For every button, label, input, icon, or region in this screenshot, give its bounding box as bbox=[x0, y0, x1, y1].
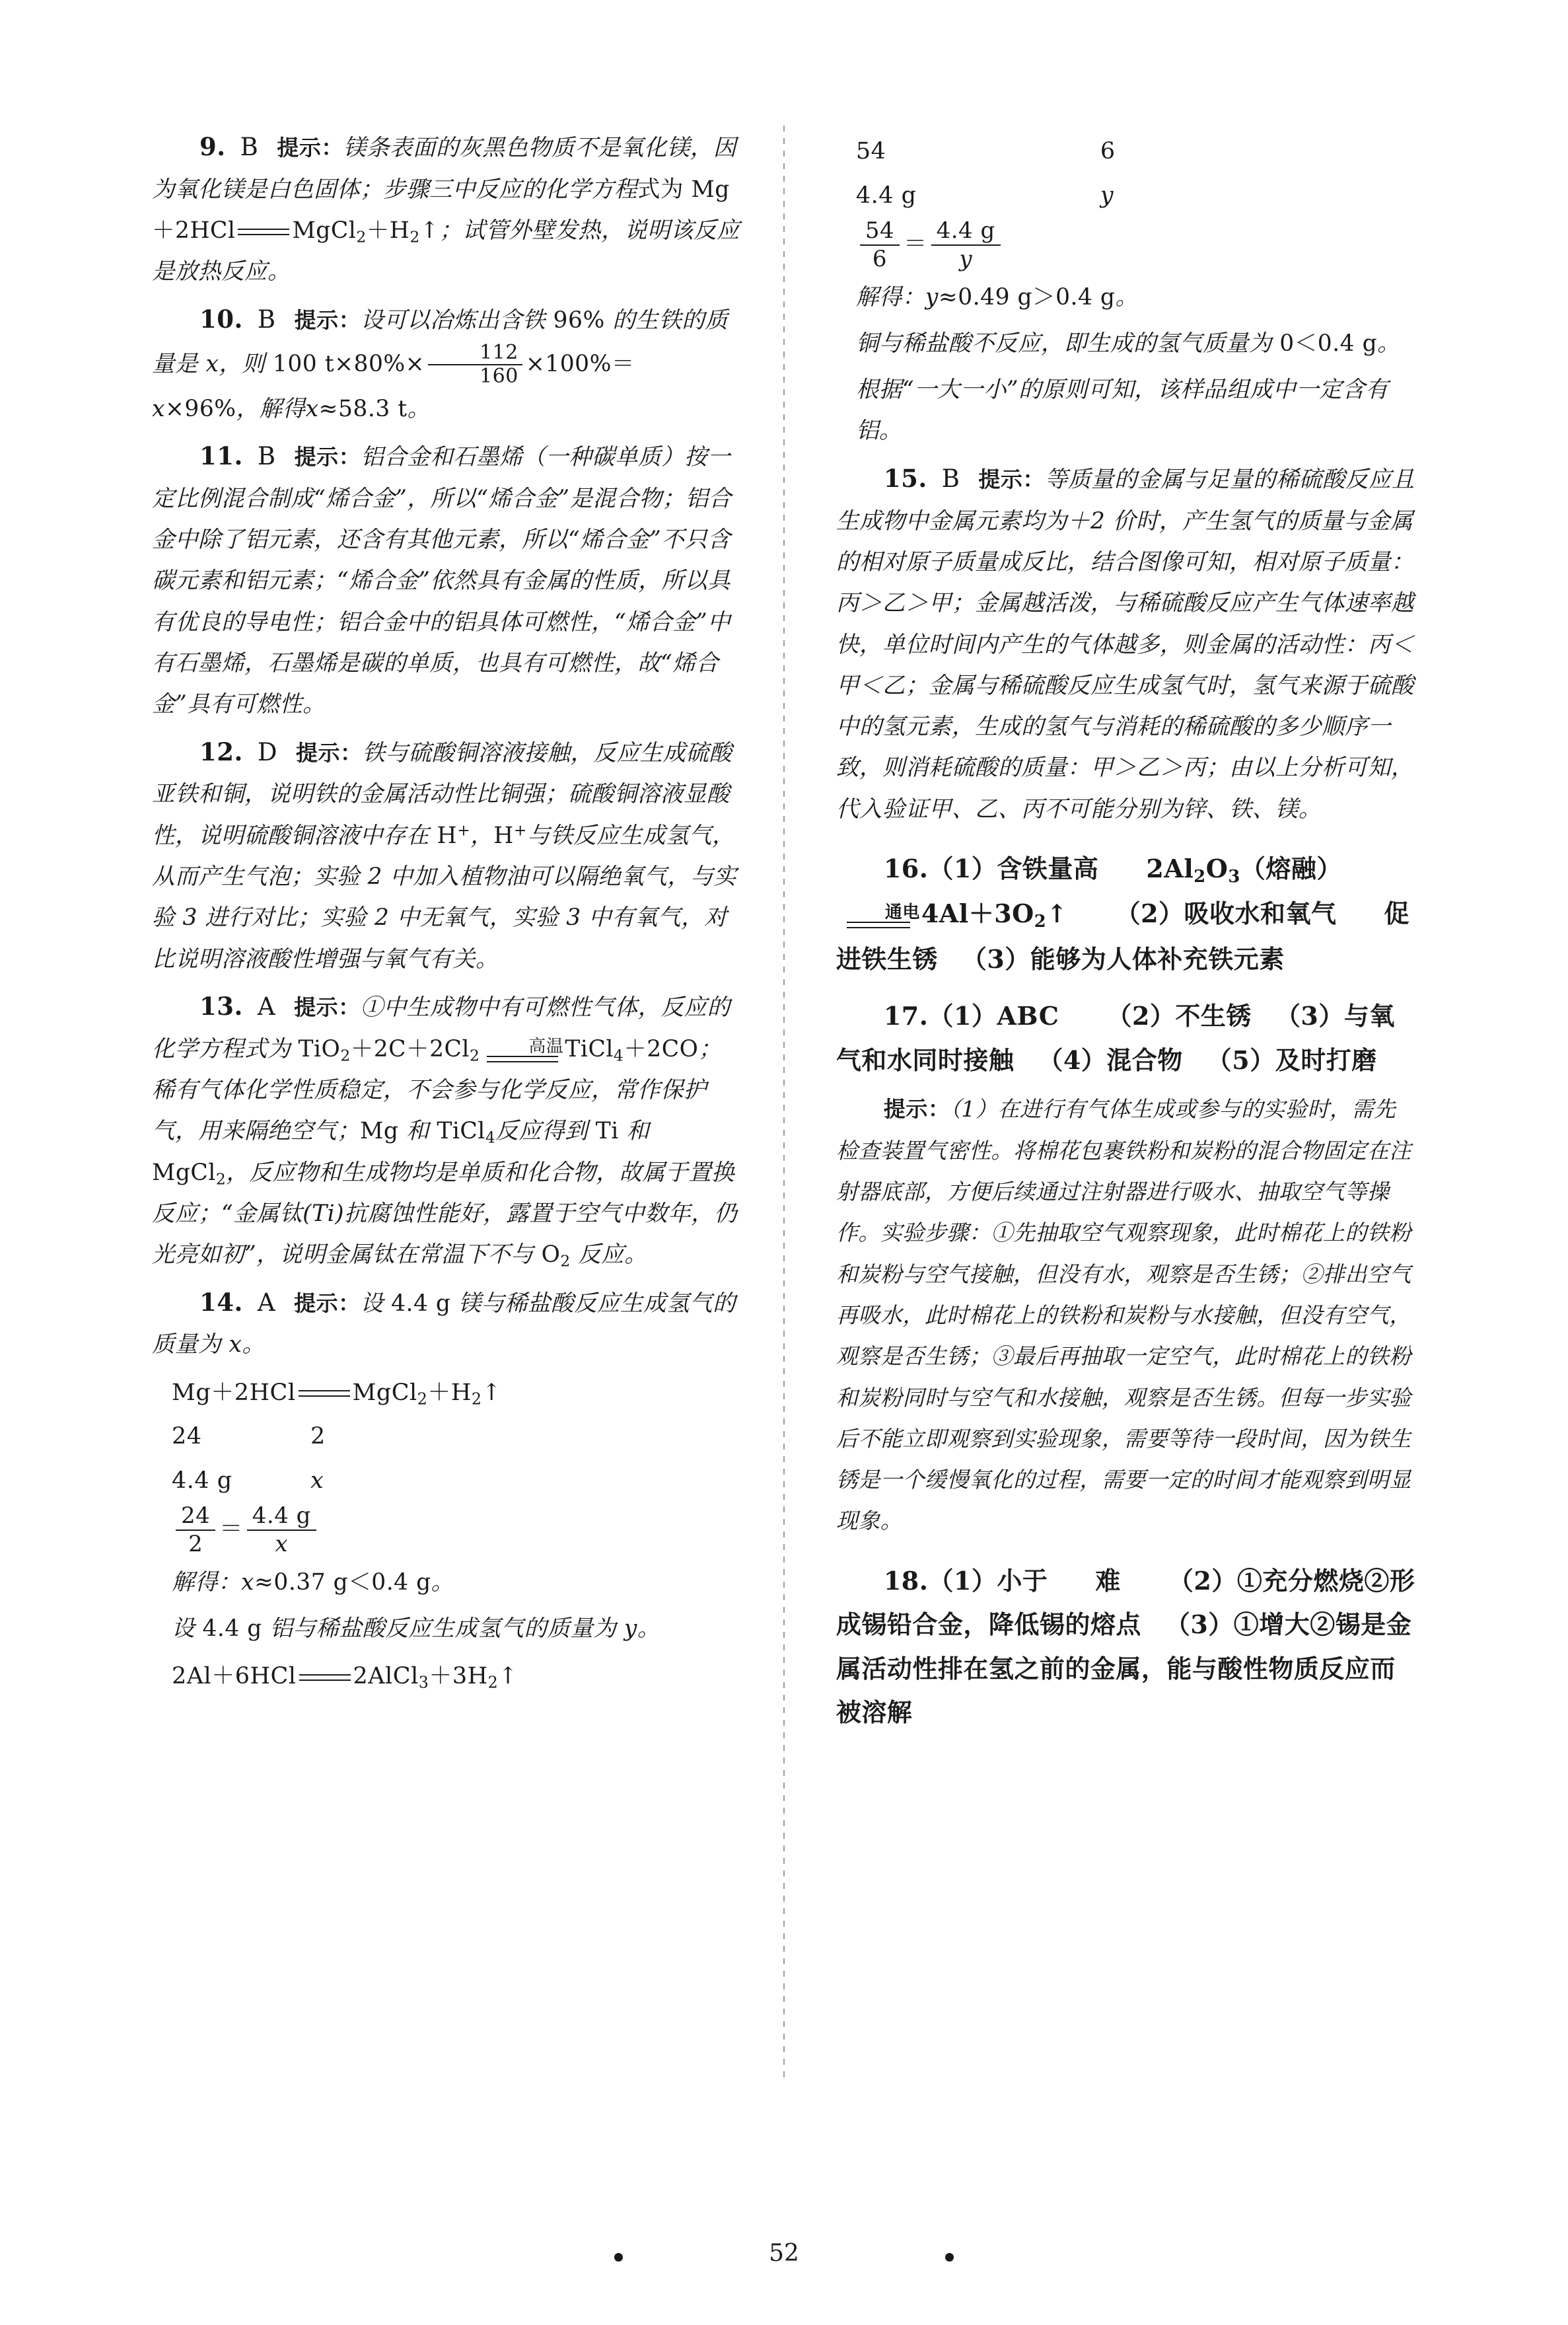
item-number-17: 17. bbox=[883, 1001, 929, 1031]
equation-al-solution: 解得：y≈0.49 g＞0.4 g。 bbox=[855, 283, 1139, 311]
equation-mg-reaction: Mg＋2HCl $MgCl_2+H_2↑$ bbox=[172, 1379, 502, 1409]
equation-mg-values: 4.4 g x bbox=[172, 1467, 324, 1494]
answer-item-9 bbox=[152, 126, 741, 293]
left-column bbox=[152, 126, 773, 2160]
tip-label-14: 提示： bbox=[294, 1290, 361, 1316]
equation-mg-masses: 24 2 bbox=[172, 1423, 326, 1450]
item-number-16: 16. bbox=[883, 854, 929, 884]
tip-text-15: 等质量的金属与足量的稀硫酸反应且生成物中金属元素均为＋2 价时，产生氢气的质量与金属的相对原子质量成反比，结合图像可知，相对原子质量：丙＞乙＞甲；金属越活泼，与稀硫酸反应产生气体速率越快，单位时间内产生的气体越多，则金属的活动性：丙＜甲＜乙；金属与稀硫酸反应生成氢气时，氢气来源于硫酸中的氢元素，生成的氢气与消耗的稀硫酸的多少顺序一致，则消耗硫酸的质量：甲＞乙＞丙；由以上分析可知，代入验证甲、乙、丙不可能分别为锌、铁、镁。 bbox=[836, 466, 1415, 823]
item-answer-14: A bbox=[257, 1288, 276, 1317]
tip-label-12: 提示： bbox=[296, 739, 363, 766]
equation-mg-block bbox=[152, 1371, 741, 1558]
item-number-11: 11. bbox=[199, 441, 243, 470]
item-answer-11: B bbox=[257, 441, 276, 470]
tip-label-15: 提示： bbox=[978, 466, 1045, 492]
column-divider bbox=[783, 126, 785, 2081]
answer-item-17: 17.（1）ABC （2）不生锈 （3）与氧气和水同时接触 （4）混合物 （5）及时打磨 bbox=[836, 1001, 1395, 1075]
tip-label-13: 提示： bbox=[294, 994, 361, 1020]
item-number-12: 12. bbox=[199, 737, 243, 766]
tip-text-14: 设 4.4 g 镁与稀盐酸反应生成氢气的质量为 x。 bbox=[152, 1290, 736, 1358]
equation-al-proportion: $\frac{54}{6}$ ＝ $\frac{4.4 g}{y}$ bbox=[836, 217, 1416, 273]
item-number-9: 9. bbox=[199, 132, 226, 161]
equation-al-block bbox=[152, 1654, 741, 1699]
answer-item-18: 18.（1）小于 难 （2）①充分燃烧②形成锡铅合金，降低锡的熔点 （3）①增大②锡是金属活动性排在氢之前的金属，能与酸性物质反应而被溶解 bbox=[836, 1565, 1415, 1728]
item-answer-10: B bbox=[257, 305, 276, 334]
answer-item-14 bbox=[152, 1281, 741, 1366]
tip-text-13: ①中生成物中有可燃性气体，反应的化学方程式为 $TiO_2+2C+2Cl_2$ 高温 TiCl$_4$＋2CO；稀有气体化学性质稳定，不会参与化学反应，常作保护气，用来隔绝空气；Mg 和 TiCl$_4$反应得到 Ti 和 MgCl$_2$，反应物和生成物均是单质和化合物，故属于置换反应；“金属钛(Ti)抗腐蚀性能好，露置于空气中数年，仍光亮如初”，说明金属钛在常温下不与 $O_2$ 反应。 bbox=[152, 994, 738, 1271]
tip-text-9: 镁条表面的灰黑色物质不是氧化镁，因为氧化镁是白色固体；步骤三中反应的化学方程式为 Mg＋2HCl $MgCl_2+H_2↑$；试管外壁发热，说明该反应是放热反应。 bbox=[152, 135, 740, 285]
item-number-13: 13. bbox=[199, 991, 243, 1021]
answer-item-10 bbox=[152, 298, 741, 429]
note-conclusion: 根据“一大一小”的原则可知，该样品组成中一定含有铝。 bbox=[855, 377, 1389, 445]
equation-al-reaction: 2Al＋6HCl $2AlCl_3+3H_2↑$ bbox=[172, 1663, 518, 1693]
tip-text-12: 铁与硫酸铜溶液接触，反应生成硫酸亚铁和铜，说明铁的金属活动性比铜强；硫酸铜溶液显酸性，说明硫酸铜溶液中存在 H+，H+与铁反应生成氢气，从而产生气泡；实验 2 中加入植物油可以隔绝氧气，与实验 3 进行对比；实验 2 中无氧气，实验 3 中有氧气，对比说明溶液酸性增强与氧气有关。 bbox=[152, 739, 737, 973]
equation-mg-proportion: $\frac{24}{2}$ ＝ $\frac{4.4 g}{x}$ bbox=[152, 1502, 741, 1558]
tip-label-17: 提示： bbox=[883, 1096, 950, 1123]
tip-label-9: 提示： bbox=[277, 135, 343, 161]
tip-label-11: 提示： bbox=[294, 443, 361, 470]
item-answer-12: D bbox=[257, 737, 278, 766]
item-number-10: 10. bbox=[199, 304, 243, 334]
item-number-14: 14. bbox=[199, 1287, 243, 1317]
equation-al-values: 4.4 g y bbox=[855, 182, 1114, 209]
answer-item-17-tip bbox=[836, 1089, 1416, 1541]
right-column bbox=[795, 126, 1416, 2160]
item-answer-13: A bbox=[257, 992, 276, 1021]
equation-al-cont-block bbox=[836, 129, 1416, 273]
tip-text-10: 设可以冶炼出含铁 96% 的生铁的质量是 x，则 100 t×80%× $\frac{112}{160}$ ×100%＝x×96%，解得x≈58.3 t。 bbox=[152, 307, 729, 422]
tip-text-17: （1）在进行有气体生成或参与的实验时，需先检查装置气密性。将棉花包裹铁粉和炭粉的混合物固定在注射器底部，方便后续通过注射器进行吸水、抽取空气等操作。实验步骤：①先抽取空气观察现象，此时棉花上的铁粉和炭粉与空气接触，但没有水，观察是否生锈；②排出空气再吸水，此时棉花上的铁粉和炭粉与水接触，但没有空气，观察是否生锈；③最后再抽取一定空气，此时棉花上的铁粉和炭粉同时与空气和水接触，观察是否生锈。但每一步实验后不能立即观察到实验现象，需要等待一段时间，因为铁生锈是一个缓慢氧化的过程，需要一定的时间才能观察到明显现象。 bbox=[836, 1096, 1411, 1534]
equation-al-masses: 54 6 bbox=[855, 138, 1116, 165]
tip-text-11: 铝合金和石墨烯（一种碳单质）按一定比例混合制成“烯合金”，所以“烯合金”是混合物；铝合金中除了铝元素，还含有其他元素，所以“烯合金”不只含碳元素和铝元素；“烯合金”依然具有金属的性质，所以具有优良的导电性；铝合金中的铝具体可燃性，“烯合金”中有石墨烯，石墨烯是碳的单质，也具有可燃性，故“烯合金”具有可燃性。 bbox=[152, 443, 732, 718]
two-column-layout bbox=[152, 126, 1416, 2160]
answer-item-11 bbox=[152, 435, 741, 725]
item-answer-9: B bbox=[240, 133, 259, 161]
answer-item-15 bbox=[836, 457, 1416, 830]
note-copper: 铜与稀盐酸不反应，即生成的氢气质量为 0＜0.4 g。 bbox=[855, 330, 1401, 357]
page-number: 52 bbox=[769, 2240, 799, 2267]
footer-dot-right bbox=[945, 2253, 954, 2262]
set-al-line: 设 4.4 g 铝与稀盐酸反应生成氢气的质量为 y。 bbox=[172, 1615, 660, 1642]
item-answer-15: B bbox=[941, 464, 960, 493]
item-number-15: 15. bbox=[883, 463, 927, 493]
tip-label-10: 提示： bbox=[294, 307, 361, 333]
answer-item-12 bbox=[152, 731, 741, 980]
answer-item-13 bbox=[152, 985, 741, 1276]
answer-item-16: 16.（1）含铁量高 $2Al_2O_3$（熔融） 通电 $4Al+3O_2↑$ （2）吸收水和氧气 促进铁生锈 （3）能够为人体补充铁元素 bbox=[836, 854, 1410, 974]
item-number-18: 18. bbox=[883, 1565, 929, 1596]
equation-mg-solution: 解得：x≈0.37 g＜0.4 g。 bbox=[172, 1568, 454, 1596]
